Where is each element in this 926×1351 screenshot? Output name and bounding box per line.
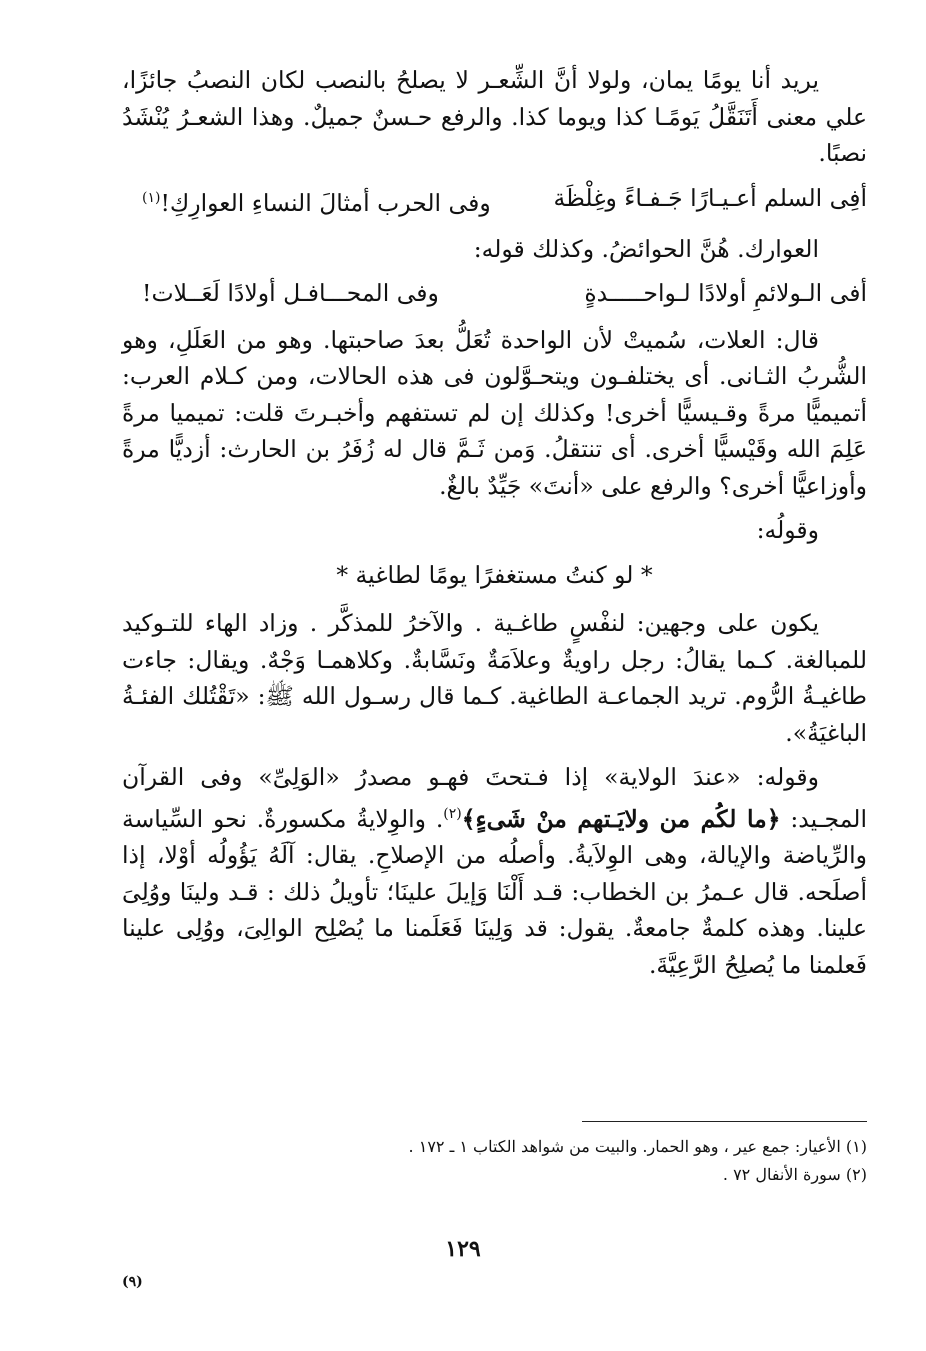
paragraph-6: يكون على وجهين: لنفْسٍ طاغـية . والآخرُ للمذكَّر . وزاد الهاء للتـوكيد للمبالغة. كـما يقالُ: رجل راويةٌ وعلاَمَةٌ ونَسَّابةٌ. وكلاهمـا وَجْهٌ. ويقال: جاءت طاغيـةُ الرُّوم. تريد الجماعـة الطاغية. كـما قال رسـول الله ﷺ: «تَقْتُلك الفئـةُ الباغيَةُ».: [122, 609, 867, 747]
footnote-ref-1: (١): [142, 189, 161, 206]
verse-1-second-text: وفى الحرب أمثالَ النساءِ العوارِكِ!: [160, 188, 491, 217]
paragraph-3: قال: العلات، سُميتْ لأن الواحدة تُعَلُّ بعدَ صاحبتها. وهو من العَلَلِ، وهو الشُّربُ الثـانى. أى يختلفـون ويتحـوَّلون فى هذه الحالات، ومن كـلام العرب: أتميميًّا مرةً وقـيسيًّا أخرى! وكذلك إن لم تستفهم وأخبـرتَ قلت: تميميا مرةً عَلِمَ الله وقَيْسيًّا أخرى. أى تنتقلُ. وَمن ثَـمَّ قال له زُفَرُ بن الحارث: أزديًّا مرةً وأوزاعيًّا أخرى؟ والرفع على «أنتَ» جَيِّدٌ بالغٌ.: [122, 325, 867, 500]
paragraph-7: [122, 759, 867, 983]
paragraph-2: العوارك. هُنَّ الحوائضُ. وكذلك قوله:: [473, 234, 819, 263]
verse-2-first-hemistich: أفى الـولائمِ أولادًا لـواحـــــدةٍ: [584, 279, 867, 308]
footnote-1: (١) الأعيار: جمع عير ، وهو الحمار. والبيت من شواهد الكتاب ١ ـ ١٧٢ .: [408, 1137, 867, 1156]
paragraph-7-intro: وقوله: «عندَ الولاية» إذا فـتحتَ فهـو مصدرُ «الوَلِىِّ» وفى القرآن المجـيد:: [122, 763, 867, 833]
verse-1-second-hemistich: [142, 180, 491, 221]
verse-1-first-hemistich: أفِى السلم أعـيـارًا جَـفـاءً وغِلْظَة: [553, 183, 867, 212]
verse-2-second-hemistich: وفى المحـــافـل أولادًا لَعَــلات!: [142, 279, 439, 308]
signature-mark: (٩): [122, 1274, 143, 1290]
paragraph-1: يريد أنا يومًا يمان، ولولا أنَّ الشِّعـر لا يصلحُ بالنصب لكان النصبُ جائزًا، علي معنى أَتَنَقَّلُ يَومًـا كذا ويوما كذا. والرفع حـسنٌ جميلٌ. وهذا الشعـرُ يُنْشَدُ نصبًا.: [122, 66, 867, 167]
quran-quote: ﴿ما لكُم من ولايَـتهم منْ شَىءٍ﴾: [461, 804, 781, 833]
paragraph-4: وقولُه:: [756, 516, 819, 545]
footnote-2: (٢) سورة الأنفال ٧٢ .: [722, 1165, 867, 1184]
quoted-hemistich: * لو كنتُ مستغفرًا يومًا لطاغية *: [336, 560, 653, 589]
paragraph-7-rest: . والوِلايةُ مكسورةٌ. نحو السِّياسة والرِّياضة والإيالة، وهى الوِلاَيةُ. وأصلُه من الإصلاحِ. يقال: آلَهُ يَؤُولُه أوْلا، إذا أصلَحه. قال عـمرُ بن الخطاب: قـد أَلْنَا وَإيلَ علينَا؛ تأويلُ ذلك : قـد ولينَا ووُلِىَ علينا. وهذه كلمةٌ جامعةٌ. يقول: قد وَلِينَا فَعَلَمنا ما يُصْلِح الوالِىَ، ووُلِى علينا فَعلمنا ما يُصلِحُ الرَّعِيَّةَ.: [122, 804, 867, 979]
footnote-separator: [582, 1121, 867, 1122]
verse-1: [122, 180, 867, 221]
verse-2: [122, 275, 867, 312]
page-number: ١٢٩: [445, 1236, 481, 1262]
footnotes: [122, 1133, 867, 1189]
page-body: [122, 62, 867, 991]
footnote-ref-2: (٢): [443, 805, 462, 822]
